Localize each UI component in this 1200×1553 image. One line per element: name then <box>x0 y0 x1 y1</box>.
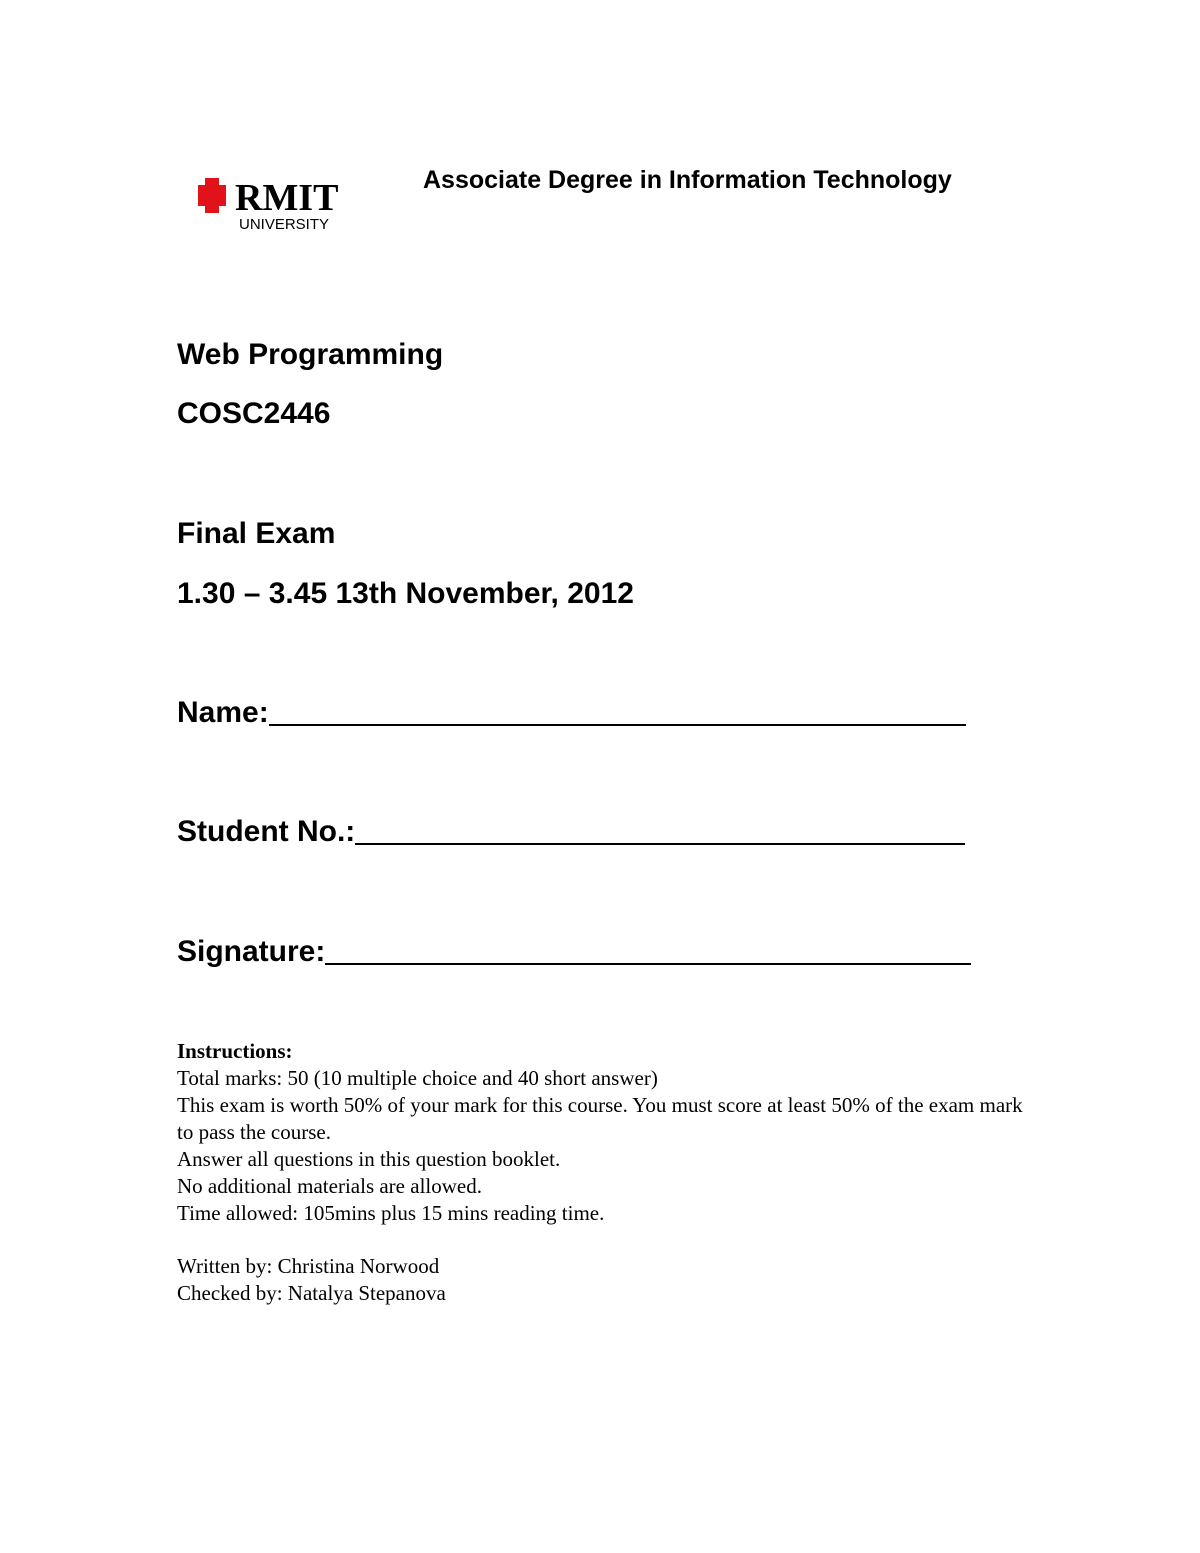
instruction-line: Time allowed: 105mins plus 15 mins reading time. <box>177 1201 605 1225</box>
instruction-line: Answer all questions in this question booklet. <box>177 1147 561 1171</box>
program-title: Associate Degree in Information Technology <box>423 166 952 194</box>
student-no-field[interactable] <box>177 813 965 849</box>
student-no-label: Student No.: <box>177 815 356 848</box>
written-by: Written by: Christina Norwood <box>177 1254 440 1278</box>
rmit-logo <box>195 172 345 236</box>
course-code: COSC2446 <box>177 397 331 430</box>
instruction-line: No additional materials are allowed. <box>177 1174 482 1198</box>
instruction-line: Total marks: 50 (10 multiple choice and 40 short answer) <box>177 1066 658 1090</box>
name-blank-line[interactable] <box>269 694 966 726</box>
instructions-heading: Instructions: <box>177 1039 293 1063</box>
exam-schedule: 1.30 – 3.45 13th November, 2012 <box>177 577 634 610</box>
name-field[interactable] <box>177 694 966 730</box>
name-label: Name: <box>177 696 269 729</box>
course-title: Web Programming <box>177 338 444 371</box>
logo-subtitle: UNIVERSITY <box>239 216 330 233</box>
student-no-blank-line[interactable] <box>355 813 965 845</box>
instruction-line: This exam is worth 50% of your mark for this course. You must score at least 50% of the exam mark to pass the course. <box>177 1093 1023 1144</box>
logo-wordmark: RMIT <box>235 177 339 219</box>
checked-by: Checked by: Natalya Stepanova <box>177 1281 446 1305</box>
instructions-block <box>177 1038 1037 1227</box>
logo-pixel-shape <box>198 178 226 213</box>
credits-block <box>177 1253 446 1307</box>
signature-blank-line[interactable] <box>325 933 971 965</box>
signature-label: Signature: <box>177 935 326 968</box>
exam-type: Final Exam <box>177 517 336 550</box>
rmit-logo-mark <box>195 172 345 236</box>
signature-field[interactable] <box>177 933 971 969</box>
